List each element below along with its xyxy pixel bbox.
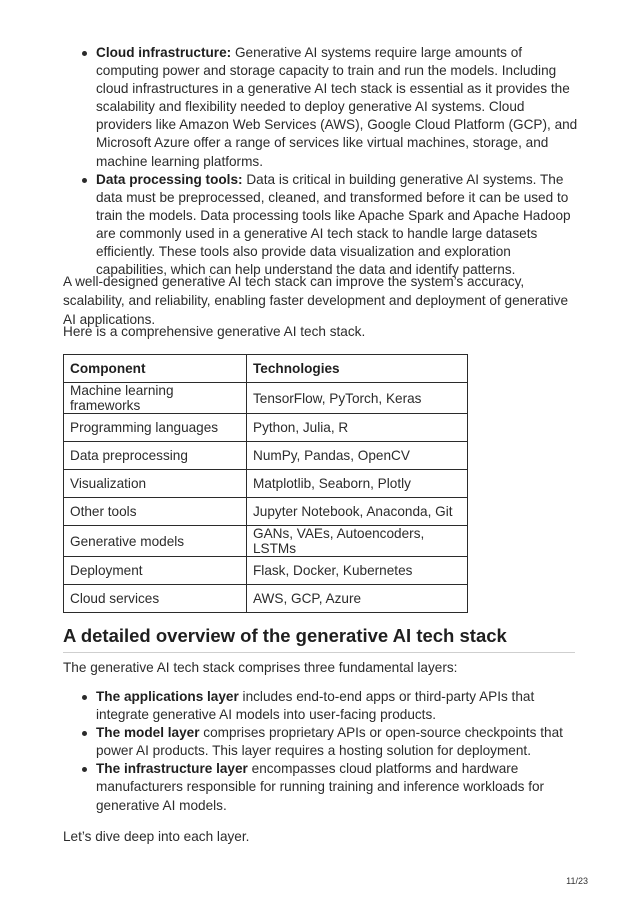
table-cell: Programming languages <box>64 414 247 442</box>
column-header: Component <box>64 355 247 383</box>
list-item: The model layer comprises proprietary APIs or open-source checkpoints that power AI products. This layer requires a hosting solution for deployment. <box>63 724 583 760</box>
table-row <box>64 414 468 442</box>
page-number: 11/23 <box>566 876 588 886</box>
table-cell: Visualization <box>64 470 247 498</box>
table-cell: AWS, GCP, Azure <box>247 585 468 613</box>
table-cell: Other tools <box>64 498 247 526</box>
column-header: Technologies <box>247 355 468 383</box>
table-cell: Generative models <box>64 526 247 557</box>
well-designed-paragraph: A well-designed generative AI tech stack can improve the system’s accuracy, scalability, and reliability, enabling faster development and deployment of generative AI applications. <box>63 274 569 327</box>
intro-bullet-list <box>63 44 583 279</box>
list-item: Data processing tools: Data is critical in building generative AI systems. The data must be preprocessed, cleaned, and transformed before it can be used to train the models. Data processing tools like Apache Spark and Apache Hadoop are commonly used in a generative AI tech stack to handle large datasets efficiently. These tools also provide data visualization and exploration capabilities, which can help understand the data and identify patterns. <box>63 171 583 280</box>
section-heading: A detailed overview of the generative AI tech stack <box>63 624 575 653</box>
list-item: The infrastructure layer encompasses cloud platforms and hardware manufacturers responsible for running training and inference workloads for generative AI models. <box>63 760 583 814</box>
table-cell: Machine learning frameworks <box>64 383 247 414</box>
table-cell: Jupyter Notebook, Anaconda, Git <box>247 498 468 526</box>
table-row <box>64 498 468 526</box>
table-cell: Data preprocessing <box>64 442 247 470</box>
tech-stack-table <box>63 354 468 613</box>
table-cell: Flask, Docker, Kubernetes <box>247 557 468 585</box>
table-row <box>64 442 468 470</box>
table-row <box>64 383 468 414</box>
table-row <box>64 557 468 585</box>
table-cell: Deployment <box>64 557 247 585</box>
table-cell: TensorFlow, PyTorch, Keras <box>247 383 468 414</box>
table-row <box>64 526 468 557</box>
table-cell: Matplotlib, Seaborn, Plotly <box>247 470 468 498</box>
table-row <box>64 470 468 498</box>
layers-bullet-list <box>63 688 583 815</box>
table-header-row <box>64 355 468 383</box>
section-intro-paragraph: The generative AI tech stack comprises three fundamental layers: <box>63 660 458 675</box>
table-row <box>64 585 468 613</box>
list-item: Cloud infrastructure: Generative AI systems require large amounts of computing power and storage capacity to train and run the models. Including cloud infrastructures in a generative AI tech stack is essential as it provides the scalability and flexibility needed to deploy generative AI systems. Cloud providers like Amazon Web Services (AWS), Google Cloud Platform (GCP), and Microsoft Azure offer a range of services like virtual machines, storage, and machine learning platforms. <box>63 44 583 171</box>
table-cell: GANs, VAEs, Autoencoders, LSTMs <box>247 526 468 557</box>
table-cell: NumPy, Pandas, OpenCV <box>247 442 468 470</box>
closing-paragraph: Let’s dive deep into each layer. <box>63 829 250 844</box>
list-item: The applications layer includes end-to-end apps or third-party APIs that integrate generative AI models into user-facing products. <box>63 688 583 724</box>
table-cell: Python, Julia, R <box>247 414 468 442</box>
comprehensive-stack-paragraph: Here is a comprehensive generative AI tech stack. <box>63 324 366 339</box>
table-cell: Cloud services <box>64 585 247 613</box>
